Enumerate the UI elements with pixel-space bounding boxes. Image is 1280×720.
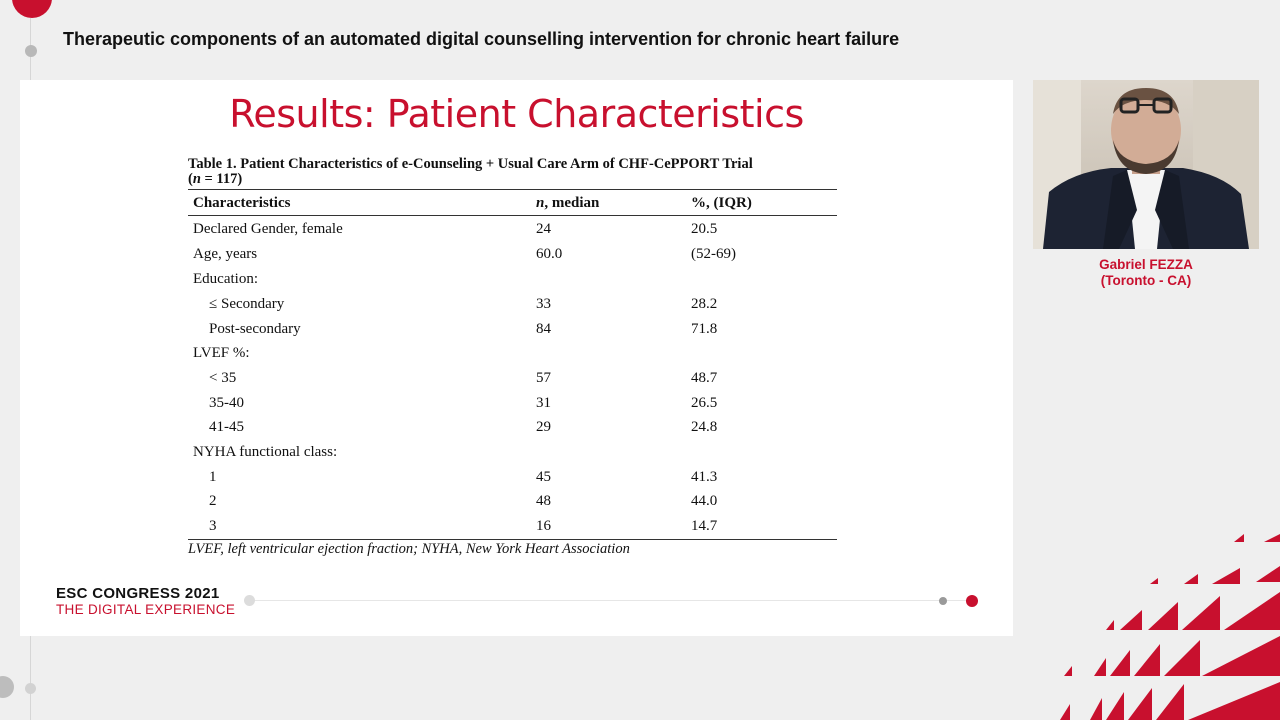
table-row: [188, 395, 837, 419]
row-pct: 44.0: [691, 493, 718, 509]
header-n-var: n: [536, 195, 545, 211]
table-row: [188, 271, 837, 295]
row-label: Age, years: [193, 246, 258, 262]
row-n: 33: [536, 296, 551, 312]
row-n: 57: [536, 370, 551, 386]
table-row: [188, 444, 837, 468]
presentation-slide: [20, 80, 1013, 636]
decorative-red-pattern: [1050, 528, 1280, 720]
table-caption-main: Table 1. Patient Characteristics of e-Counseling + Usual Care Arm of CHF-CePPORT Trial: [188, 156, 753, 172]
row-pct: 28.2: [691, 296, 718, 312]
session-title: Therapeutic components of an automated digital counselling intervention for chronic heart failure: [63, 29, 900, 49]
row-label: ≤ Secondary: [209, 296, 285, 312]
header-pct-iqr: %, (IQR): [691, 195, 752, 211]
row-pct: 48.7: [691, 370, 718, 386]
esc-congress-logo-line1: ESC CONGRESS 2021: [56, 585, 220, 602]
table-row: [188, 469, 837, 493]
row-label: 2: [209, 493, 217, 509]
row-label: LVEF %:: [193, 345, 250, 361]
row-label: 3: [209, 518, 217, 534]
table-caption: [188, 157, 848, 187]
table-row: [188, 370, 837, 394]
esc-congress-logo-line2: THE DIGITAL EXPERIENCE: [56, 602, 236, 617]
decorative-dot: [0, 676, 14, 698]
row-n: 29: [536, 419, 551, 435]
table-row: [188, 246, 837, 270]
row-label: NYHA functional class:: [193, 444, 338, 460]
table-bottom-rule: [188, 539, 837, 540]
table-caption-n-open: (: [188, 171, 193, 187]
row-pct: 20.5: [691, 221, 718, 237]
row-n: 48: [536, 493, 551, 509]
row-n: 60.0: [536, 246, 563, 262]
decorative-dot: [25, 683, 36, 694]
decorative-red-circle: [12, 0, 52, 18]
row-pct: 71.8: [691, 321, 718, 337]
slide-progress-start-dot: [244, 595, 255, 606]
table-row: [188, 493, 837, 517]
table-row: [188, 345, 837, 369]
row-label: 35-40: [209, 395, 244, 411]
row-pct: 14.7: [691, 518, 718, 534]
row-label: < 35: [209, 370, 237, 386]
slide-progress-track: [250, 600, 972, 601]
table-caption-n-var: n: [192, 171, 201, 187]
row-label: Declared Gender, female: [193, 221, 343, 237]
table-row: [188, 221, 837, 245]
header-n-median: [536, 195, 599, 212]
table-top-rule: [188, 189, 837, 190]
decorative-dot: [25, 45, 37, 57]
speaker-video-frame: [1033, 80, 1259, 249]
row-label: Education:: [193, 271, 258, 287]
row-pct: 41.3: [691, 469, 718, 485]
table-footnote: LVEF, left ventricular ejection fraction; NYHA, New York Heart Association: [188, 541, 630, 557]
row-n: 45: [536, 469, 551, 485]
row-label: 1: [209, 469, 217, 485]
table-header-rule: [188, 215, 837, 216]
row-n: 24: [536, 221, 551, 237]
slide-progress-current-dot: [966, 595, 978, 607]
table-caption-n-rest: = 117): [200, 171, 243, 187]
header-n-rest: , median: [544, 195, 600, 211]
row-n: 16: [536, 518, 551, 534]
slide-heading: Results: Patient Characteristics: [229, 92, 804, 136]
slide-progress-dot: [939, 597, 947, 605]
speaker-name: Gabriel FEZZA: [1099, 257, 1193, 272]
row-n: 31: [536, 395, 551, 411]
table-row: [188, 296, 837, 320]
row-n: 84: [536, 321, 551, 337]
table-row: [188, 321, 837, 345]
row-label: Post-secondary: [209, 321, 301, 337]
row-pct: 26.5: [691, 395, 718, 411]
row-pct: (52-69): [691, 246, 736, 262]
row-pct: 24.8: [691, 419, 718, 435]
table-row: [188, 419, 837, 443]
header-characteristics: Characteristics: [193, 195, 291, 211]
row-label: 41-45: [209, 419, 244, 435]
speaker-location: (Toronto - CA): [1100, 273, 1192, 288]
speaker-video: [1033, 80, 1259, 249]
